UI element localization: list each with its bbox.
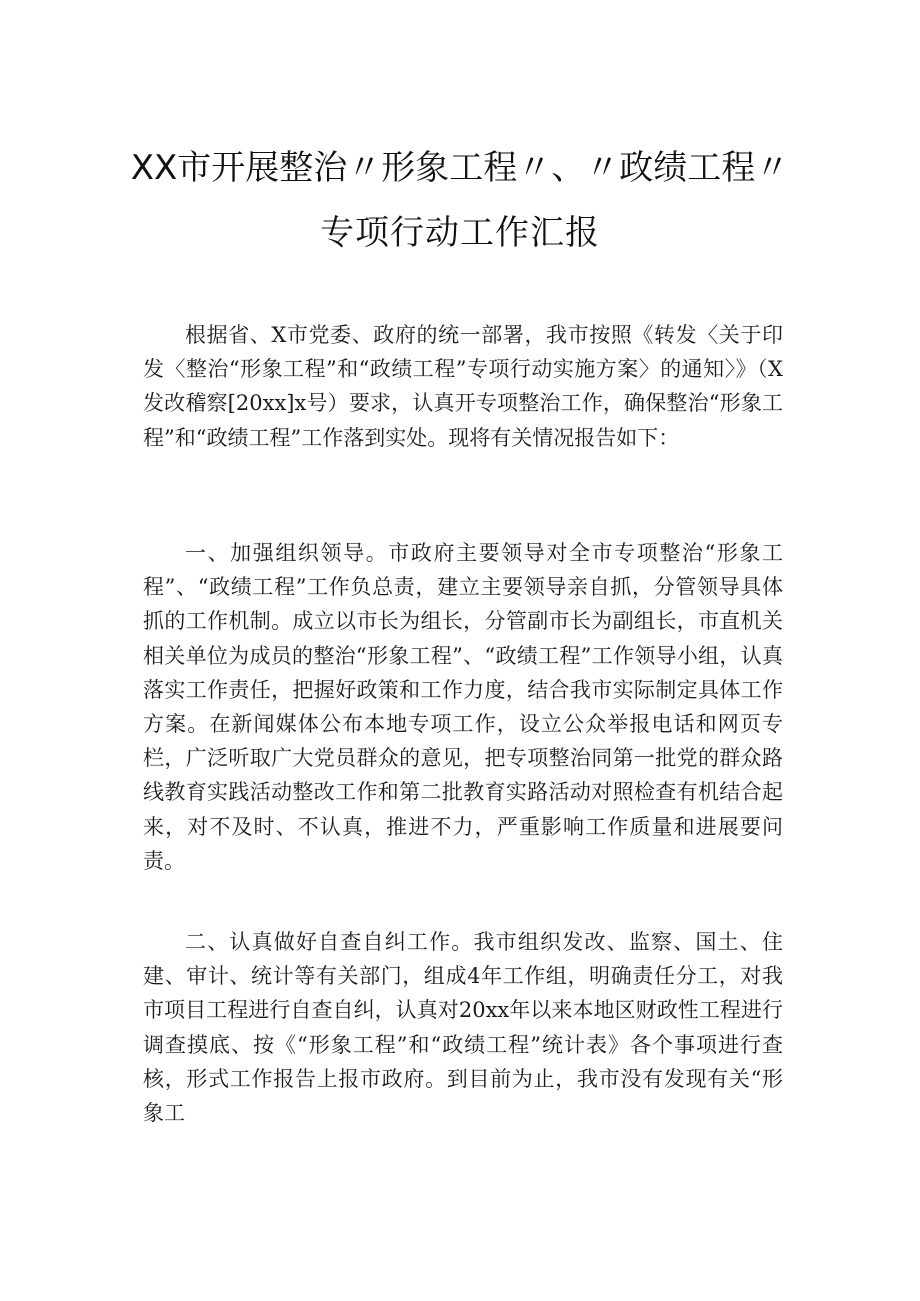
- section-1-paragraph: 一、加强组织领导。市政府主要领导对全市专项整治“形象工程”、“政绩工程”工作负总责，建立主要领导亲自抓，分管领导具体抓的工作机制。成立以市长为组长，分管副市长为副组长，市直机关相关单位为成员的整治“形象工程”、“政绩工程”工作领导小组，认真落实工作责任，把握好政策和工作力度，结合我市实际制定具体工作方案。在新闻媒体公布本地专项工作，设立公众举报电话和网页专栏，广泛听取广大党员群众的意见，把专项整治同第一批党的群众路线教育实践活动整改工作和第二批教育实路活动对照检查有机结合起来，对不及时、不认真，推进不力，严重影响工作质量和进展要问责。: [143, 541, 783, 873]
- document-title-line-2: 专项行动工作汇报: [320, 213, 600, 253]
- intro-paragraph-block: [143, 318, 783, 455]
- section-1-paragraph-block: [143, 536, 783, 878]
- section-2-paragraph: 二、认真做好自查自纠工作。我市组织发改、监察、国土、住建、审计、统计等有关部门，组成4年工作组，明确责任分工，对我市项目工程进行自查自纠，认真对20xx年以来本地区财政性工程进行调查摸底、按《“形象工程”和“政绩工程”统计表》各个事项进行查核，形式工作报告上报市政府。到目前为止，我市没有发现有关“形象工: [143, 930, 783, 1126]
- intro-paragraph: 根据省、X市党委、政府的统一部署，我市按照《转发〈关于印发〈整治“形象工程”和“政绩工程”专项行动实施方案〉的通知〉》（X发改稽察[20xx]x号）要求，认真开专项整治工作，确保整治“形象工程”和“政绩工程”工作落到实处。现将有关情况报告如下：: [143, 323, 783, 450]
- document-title-line-1: XX市开展整治〃形象工程〃、〃政绩工程〃: [130, 148, 790, 188]
- section-2-paragraph-block: [143, 925, 783, 1130]
